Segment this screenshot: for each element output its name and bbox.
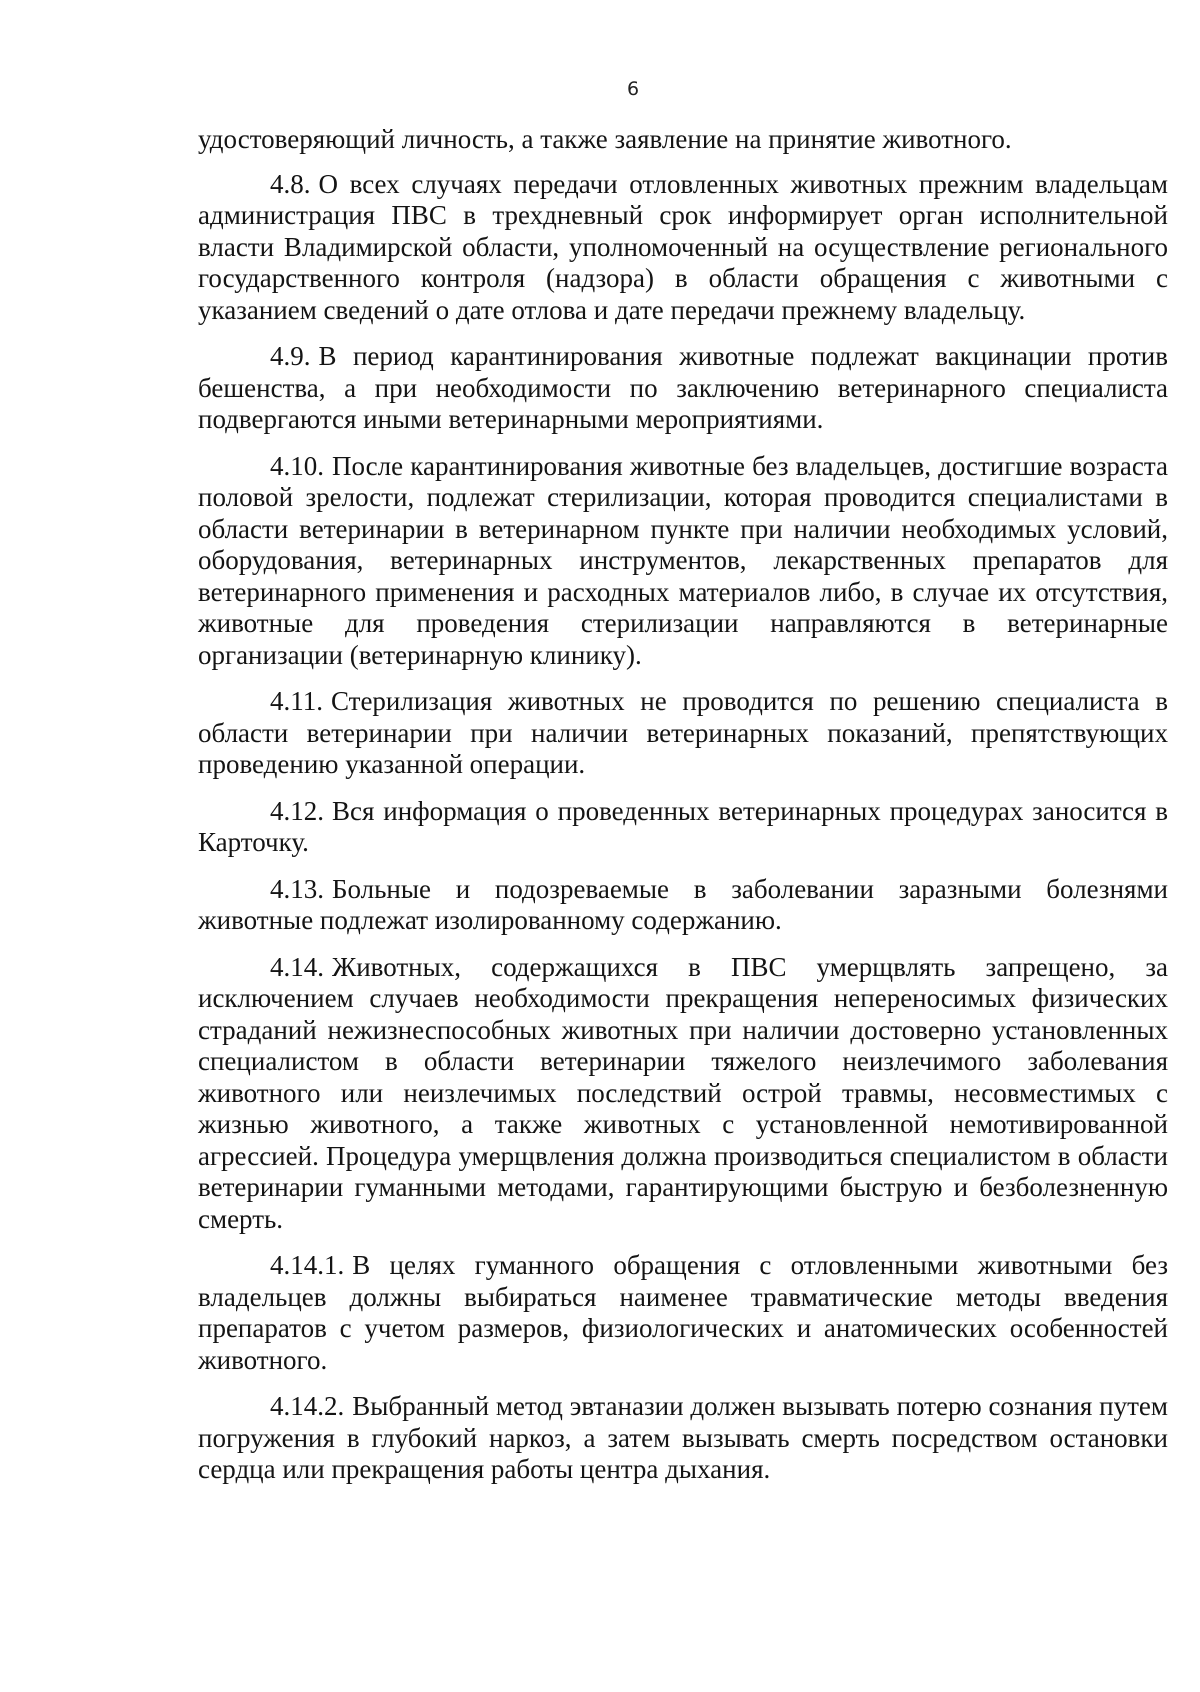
document-body bbox=[198, 124, 1168, 1501]
paragraph-4-14-1 bbox=[198, 1250, 1168, 1376]
paragraph-number: 4.12. bbox=[270, 795, 324, 826]
paragraph-text: удостоверяющий личность, а также заявление на принятие животного. bbox=[198, 124, 1012, 154]
paragraph-number: 4.11. bbox=[270, 686, 323, 716]
paragraph-text: Животных, содержащихся в ПВС умерщвлять запрещено, за исключением случаев необходимости прекращения непереносимых физических страданий нежизнеспособных животных при наличии достоверно установленных специалистом в области ветеринарии тяжелого неизлечимого заболевания животного или неизлечимых последствий острой травмы, несовместимых с жизнью животного, а также животных с установленной немотивированной агрессией. Процедура умерщвления должна производиться специалистом в области ветеринарии гуманными методами, гарантирующими быструю и безболезненную смерть. bbox=[198, 951, 1168, 1234]
paragraph-4-11 bbox=[198, 686, 1168, 781]
paragraph-text: Больные и подозреваемые в заболевании заразными болезнями животные подлежат изолированному содержанию. bbox=[198, 873, 1168, 935]
paragraph-number: 4.14.1. bbox=[270, 1250, 345, 1280]
paragraph-4-10 bbox=[198, 451, 1168, 672]
paragraph-text: О всех случаях передачи отловленных животных прежним владельцам администрация ПВС в трехдневный срок информирует орган исполнительной власти Владимирской области, уполномоченный на осуществление регионального государственного контроля (надзора) в области обращения с животными с указанием сведений о дате отлова и дате передачи прежнему владельцу. bbox=[198, 168, 1168, 325]
page-number: 6 bbox=[626, 78, 640, 100]
paragraph-text: После карантинирования животные без владельцев, достигшие возраста половой зрелости, подлежат стерилизации, которая проводится специалистами в области ветеринарии в ветеринарном пункте при наличии необходимых условий, оборудования, ветеринарных инструментов, лекарственных препаратов для ветеринарного применения и расходных материалов либо, в случае их отсутствия, животные для проведения стерилизации направляются в ветеринарные организации (ветеринарную клинику). bbox=[198, 450, 1168, 670]
paragraph-text: Стерилизация животных не проводится по решению специалиста в области ветеринарии при наличии ветеринарных показаний, препятствующих проведению указанной операции. bbox=[198, 686, 1168, 779]
paragraph-4-14 bbox=[198, 952, 1168, 1236]
paragraph-number: 4.10. bbox=[270, 450, 324, 481]
paragraph-continuation bbox=[198, 124, 1168, 156]
paragraph-number: 4.14. bbox=[270, 951, 324, 982]
paragraph-number: 4.14.2. bbox=[270, 1391, 345, 1421]
paragraph-text: В период карантинирования животные подлежат вакцинации против бешенства, а при необходимости по заключению ветеринарного специалиста подвергаются иными ветеринарными мероприятиями. bbox=[198, 341, 1168, 434]
paragraph-4-8 bbox=[198, 169, 1168, 327]
paragraph-4-13 bbox=[198, 874, 1168, 937]
paragraph-text: Вся информация о проведенных ветеринарных процедурах заносится в Карточку. bbox=[198, 795, 1168, 857]
paragraph-text: В целях гуманного обращения с отловленными животными без владельцев должны выбираться наименее травматические методы введения препаратов с учетом размеров, физиологических и анатомических особенностей животного. bbox=[198, 1250, 1168, 1375]
paragraph-4-9 bbox=[198, 341, 1168, 436]
paragraph-4-14-2 bbox=[198, 1391, 1168, 1486]
paragraph-4-12 bbox=[198, 796, 1168, 859]
paragraph-number: 4.9. bbox=[270, 341, 311, 371]
paragraph-number: 4.8. bbox=[270, 168, 311, 199]
paragraph-text: Выбранный метод эвтаназии должен вызывать потерю сознания путем погружения в глубокий наркоз, а затем вызывать смерть посредством остановки сердца или прекращения работы центра дыхания. bbox=[198, 1391, 1168, 1484]
paragraph-number: 4.13. bbox=[270, 873, 324, 904]
